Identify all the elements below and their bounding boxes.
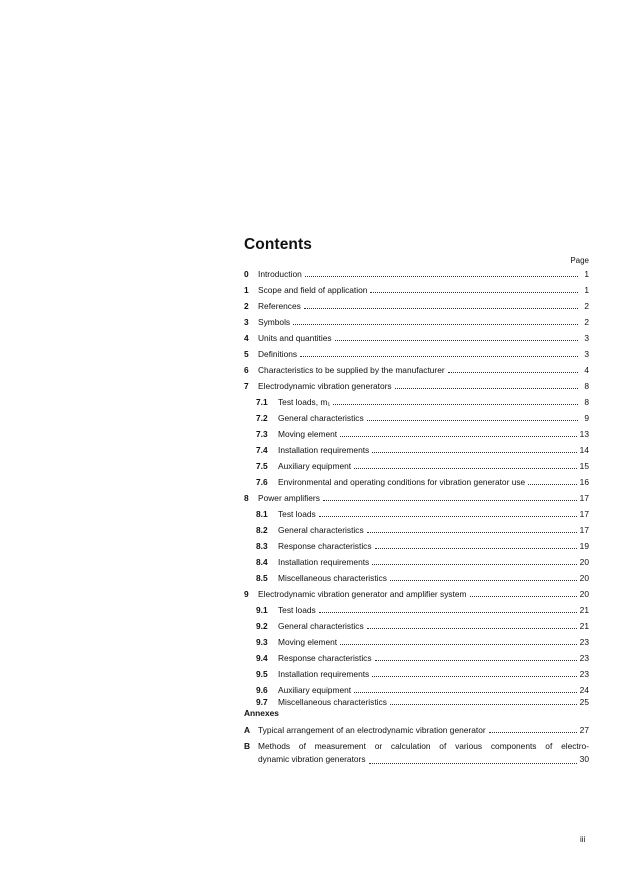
entry-title: Miscellaneous characteristics: [278, 573, 387, 583]
dot-leader: [390, 704, 577, 705]
entry-number: 8.5: [256, 573, 268, 583]
entry-number: 4: [244, 333, 249, 343]
entry-number: 1: [244, 285, 249, 295]
toc-entry[interactable]: [244, 330, 589, 343]
entry-title: Installation requirements: [278, 669, 370, 679]
entry-title: Test loads: [278, 509, 316, 519]
toc-entry[interactable]: [244, 378, 589, 391]
annex-letter: A: [244, 725, 251, 735]
toc-subentry[interactable]: [256, 522, 589, 535]
entry-page: 23: [579, 637, 589, 647]
annex-entry[interactable]: [244, 722, 589, 735]
entry-number: 0: [244, 269, 249, 279]
entry-page: 1: [584, 269, 589, 279]
entry-title: Installation requirements: [278, 445, 370, 455]
toc-subentry[interactable]: [256, 474, 589, 487]
dot-leader: [370, 292, 578, 293]
toc-subentry[interactable]: [256, 426, 589, 439]
entry-page: 17: [579, 493, 589, 503]
entry-title: Characteristics to be supplied by the manufacturer: [258, 365, 445, 375]
dot-leader: [323, 500, 577, 501]
entry-title: General characteristics: [278, 413, 364, 423]
entry-number: 7.1: [256, 397, 268, 407]
toc-subentry[interactable]: [256, 538, 589, 551]
entry-page: 20: [579, 573, 589, 583]
annex-letter: B: [244, 741, 251, 751]
contents-heading: Contents: [244, 236, 312, 253]
entry-number: 7.4: [256, 445, 268, 455]
dot-leader: [305, 276, 578, 277]
toc-subentry[interactable]: [256, 650, 589, 663]
dot-leader: [390, 580, 577, 581]
entry-page: 2: [584, 301, 589, 311]
dot-leader: [319, 612, 577, 613]
entry-number: 9.5: [256, 669, 268, 679]
entry-page: 25: [579, 697, 589, 707]
entry-number: 7.3: [256, 429, 268, 439]
entry-number: 9: [244, 589, 249, 599]
annexes-heading: Annexes: [244, 708, 279, 718]
entry-number: 9.3: [256, 637, 268, 647]
toc-entry[interactable]: [244, 282, 589, 295]
entry-number: 6: [244, 365, 249, 375]
annex-title-line2: dynamic vibration generators: [258, 754, 366, 764]
entry-number: 9.2: [256, 621, 268, 631]
annex-entry[interactable]: [244, 740, 589, 766]
toc-subentry[interactable]: [256, 394, 589, 407]
toc-subentry[interactable]: [256, 634, 589, 647]
entry-page: 13: [579, 429, 589, 439]
toc-subentry[interactable]: [256, 410, 589, 423]
dot-leader: [354, 468, 577, 469]
entry-page: 23: [579, 669, 589, 679]
dot-leader: [448, 372, 578, 373]
entry-number: 7.6: [256, 477, 268, 487]
annex-page: 30: [579, 754, 589, 764]
toc-subentry[interactable]: [256, 570, 589, 583]
entry-title: Auxiliary equipment: [278, 461, 352, 471]
entry-page: 3: [584, 333, 589, 343]
entry-title: Introduction: [258, 269, 302, 279]
dot-leader: [489, 732, 577, 733]
entry-title: Miscellaneous characteristics: [278, 697, 387, 707]
entry-page: 1: [584, 285, 589, 295]
entry-title: General characteristics: [278, 525, 364, 535]
toc-entry[interactable]: [244, 314, 589, 327]
dot-leader: [340, 644, 577, 645]
dot-leader: [335, 340, 578, 341]
entry-title: Scope and field of application: [258, 285, 368, 295]
entry-title: Definitions: [258, 349, 298, 359]
entry-number: 9.1: [256, 605, 268, 615]
page-column-label: Page: [570, 256, 589, 265]
entry-number: 8.1: [256, 509, 268, 519]
entry-page: 17: [579, 525, 589, 535]
entry-title: Response characteristics: [278, 541, 372, 551]
toc-entry[interactable]: [244, 362, 589, 375]
annex-page: 27: [579, 725, 589, 735]
dot-leader: [333, 404, 578, 405]
dot-leader: [395, 388, 578, 389]
dot-leader: [367, 532, 577, 533]
toc-subentry[interactable]: [256, 694, 589, 707]
entry-number: 5: [244, 349, 249, 359]
dot-leader: [372, 676, 576, 677]
dot-leader: [528, 484, 576, 485]
dot-leader: [375, 548, 577, 549]
dot-leader: [375, 660, 577, 661]
entry-number: 7.2: [256, 413, 268, 423]
entry-page: 3: [584, 349, 589, 359]
entry-page: 20: [579, 589, 589, 599]
entry-number: 2: [244, 301, 249, 311]
dot-leader: [470, 596, 577, 597]
entry-number: 7.5: [256, 461, 268, 471]
entry-page: 9: [584, 413, 589, 423]
entry-title: Environmental and operating conditions for vibration generator use: [278, 477, 526, 487]
entry-number: 9.6: [256, 685, 268, 695]
entry-number: 3: [244, 317, 249, 327]
dot-leader: [372, 452, 576, 453]
entry-page: 19: [579, 541, 589, 551]
entry-title: Test loads, m₁: [278, 397, 331, 407]
entry-title: Electrodynamic vibration generators: [258, 381, 392, 391]
entry-page: 23: [579, 653, 589, 663]
toc-entry[interactable]: [244, 586, 589, 599]
entry-page: 21: [579, 621, 589, 631]
entry-title: Test loads: [278, 605, 316, 615]
dot-leader: [304, 308, 578, 309]
entry-title: General characteristics: [278, 621, 364, 631]
entry-number: 7: [244, 381, 249, 391]
toc-subentry[interactable]: [256, 442, 589, 455]
entry-title: Response characteristics: [278, 653, 372, 663]
toc-subentry[interactable]: [256, 506, 589, 519]
toc-subentry[interactable]: [256, 666, 589, 679]
entry-page: 17: [579, 509, 589, 519]
entry-title: Electrodynamic vibration generator and amplifier system: [258, 589, 467, 599]
entry-page: 24: [579, 685, 589, 695]
dot-leader: [367, 628, 577, 629]
entry-title: Auxiliary equipment: [278, 685, 352, 695]
entry-page: 2: [584, 317, 589, 327]
dot-leader: [319, 516, 577, 517]
toc-entry[interactable]: [244, 490, 589, 503]
entry-page: 16: [579, 477, 589, 487]
dot-leader: [372, 564, 576, 565]
entry-title: Moving element: [278, 637, 338, 647]
toc-subentry[interactable]: [256, 554, 589, 567]
toc-subentry[interactable]: [256, 458, 589, 471]
annex-title: Typical arrangement of an electrodynamic vibration generator: [258, 725, 486, 735]
entry-page: 20: [579, 557, 589, 567]
toc-subentry[interactable]: [256, 602, 589, 615]
toc-entry[interactable]: [244, 298, 589, 311]
entry-number: 9.4: [256, 653, 268, 663]
toc-entry[interactable]: [244, 266, 589, 279]
entry-page: 8: [584, 381, 589, 391]
entry-number: 8.4: [256, 557, 268, 567]
dot-leader: [369, 763, 577, 764]
entry-title: Moving element: [278, 429, 338, 439]
dot-leader: [293, 324, 578, 325]
dot-leader: [367, 420, 578, 421]
dot-leader: [340, 436, 577, 437]
annex-title-line1: Methods of measurement or calculation of various components of electro-: [258, 741, 589, 751]
toc-entry[interactable]: [244, 346, 589, 359]
dot-leader: [300, 356, 578, 357]
entry-number: 8: [244, 493, 249, 503]
entry-number: 8.3: [256, 541, 268, 551]
footer-page-number: iii: [580, 835, 586, 844]
entry-page: 8: [584, 397, 589, 407]
toc-subentry[interactable]: [256, 618, 589, 631]
entry-number: 9.7: [256, 697, 268, 707]
entry-page: 4: [584, 365, 589, 375]
entry-number: 8.2: [256, 525, 268, 535]
entry-title: References: [258, 301, 301, 311]
entry-title: Power amplifiers: [258, 493, 320, 503]
entry-page: 14: [579, 445, 589, 455]
entry-title: Units and quantities: [258, 333, 332, 343]
entry-title: Installation requirements: [278, 557, 370, 567]
entry-page: 21: [579, 605, 589, 615]
entry-page: 15: [579, 461, 589, 471]
entry-title: Symbols: [258, 317, 291, 327]
